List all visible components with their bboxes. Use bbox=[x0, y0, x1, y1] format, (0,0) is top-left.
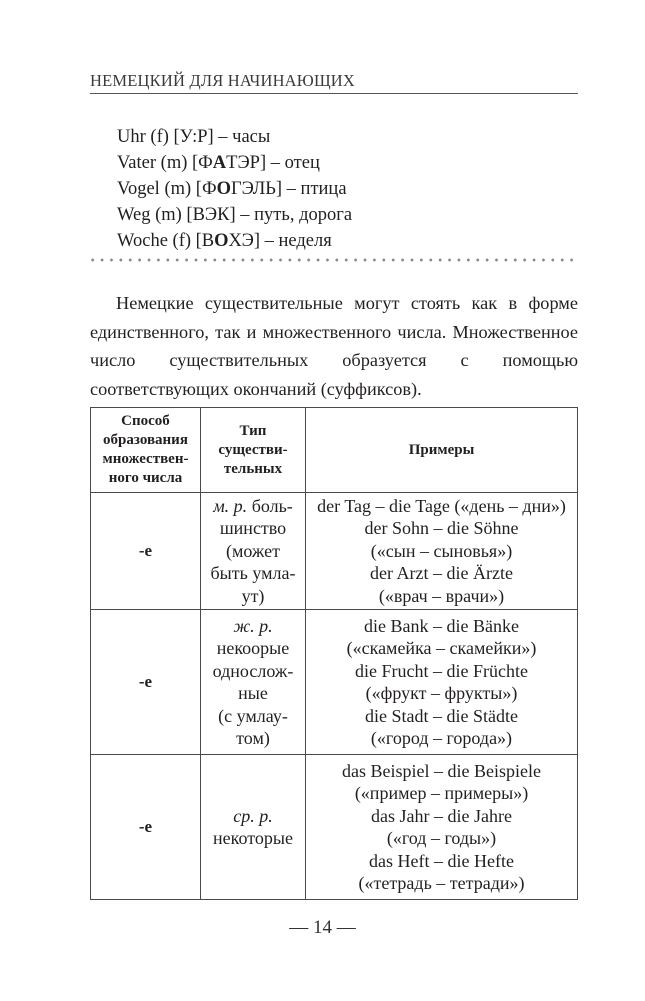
vocab-translation: – часы bbox=[218, 127, 271, 147]
vocab-pronunciation: [В bbox=[195, 231, 215, 251]
suffix-cell: -e bbox=[91, 755, 201, 900]
example-line: die Frucht – die Früchte bbox=[355, 660, 528, 681]
page-number: — 14 — bbox=[289, 917, 356, 938]
example-line: («год – годы») bbox=[386, 828, 497, 848]
vocab-pronunciation-end: ] bbox=[207, 127, 214, 147]
suffix-cell: -e bbox=[91, 493, 201, 610]
vocab-word: Woche bbox=[117, 231, 168, 251]
vocab-stress: О bbox=[214, 231, 229, 251]
example-line: der Tag – die Tage («день – дни») bbox=[317, 495, 566, 516]
example-line: die Bank – die Bänke bbox=[364, 615, 519, 636]
header-rule bbox=[90, 93, 578, 94]
vocab-entry bbox=[117, 228, 352, 254]
noun-type-cell: м. р. боль- шинство (может быть умла- ут) bbox=[201, 493, 306, 610]
vocab-pronunciation-end: ТЭР] bbox=[226, 153, 267, 173]
vocab-pronunciation: [ВЭК bbox=[186, 205, 230, 225]
noun-type-cell bbox=[201, 755, 306, 900]
vocab-translation: – птица bbox=[286, 179, 347, 199]
gender-abbrev: ср. р. bbox=[233, 805, 273, 826]
example-line: («пример – примеры») bbox=[354, 783, 529, 803]
example-line: («город – города») bbox=[370, 728, 513, 748]
gender-abbrev: м. р. bbox=[213, 495, 248, 516]
vocab-gender: (f) bbox=[150, 127, 169, 147]
vocab-pronunciation: [Ф bbox=[195, 179, 217, 199]
vocab-pronunciation-end: ХЭ] bbox=[228, 231, 261, 251]
vocab-translation: – неделя bbox=[264, 231, 332, 251]
table-row bbox=[91, 493, 578, 610]
table-header-row bbox=[91, 408, 578, 493]
example-line: («скамейка – скамейки») bbox=[346, 638, 537, 658]
examples-cell bbox=[306, 610, 578, 755]
vocab-stress: А bbox=[212, 153, 227, 173]
example-line: («врач – врачи») bbox=[378, 585, 505, 606]
noun-type-text: некоторые bbox=[213, 828, 293, 848]
table-row bbox=[91, 755, 578, 900]
vocab-entry bbox=[117, 150, 352, 176]
vocab-gender: (m) bbox=[160, 153, 188, 173]
examples-cell bbox=[306, 755, 578, 900]
dotted-separator bbox=[88, 258, 578, 262]
header-type: Тип существи- тельных bbox=[201, 408, 306, 493]
table-row bbox=[91, 610, 578, 755]
example-line: («тетрадь – тетради») bbox=[358, 873, 525, 893]
body-paragraph: Немецкие существительные могут стоять как в форме единственного, так и множественного числа. Множественное число существительных образуется с помощью соответствующих окончаний (суффиксов). bbox=[90, 293, 578, 399]
example-line: das Jahr – die Jahre bbox=[371, 805, 512, 826]
vocab-word: Vater bbox=[117, 153, 157, 173]
vocab-gender: (m) bbox=[164, 179, 192, 199]
vocab-pronunciation-end: ГЭЛЬ] bbox=[230, 179, 283, 199]
vocab-entry bbox=[117, 176, 352, 202]
example-line: («сын – сыновья») bbox=[370, 540, 513, 561]
vocab-pronunciation: [У:Р bbox=[173, 127, 208, 147]
vocab-pronunciation: [Ф bbox=[192, 153, 213, 173]
examples-cell bbox=[306, 493, 578, 610]
example-line: das Beispiel – die Beispiele bbox=[342, 760, 541, 781]
vocab-word: Uhr bbox=[117, 127, 146, 147]
example-line: der Sohn – die Söhne bbox=[364, 518, 519, 539]
example-line: das Heft – die Hefte bbox=[369, 850, 514, 871]
vocab-pronunciation-end: ] bbox=[229, 205, 236, 225]
running-head-title: НЕМЕЦКИЙ ДЛЯ НАЧИНАЮЩИХ bbox=[90, 71, 356, 90]
vocab-word: Vogel bbox=[117, 179, 160, 199]
plural-formation-table bbox=[90, 407, 578, 900]
header-method: Способ образования множествен- ного числа bbox=[91, 408, 201, 493]
example-line: der Arzt – die Ärzte bbox=[370, 563, 513, 584]
vocab-entry bbox=[117, 124, 352, 150]
vocab-stress: О bbox=[216, 179, 231, 199]
vocabulary-list bbox=[117, 124, 352, 254]
suffix-cell: -e bbox=[91, 610, 201, 755]
noun-type-cell: ж. р. некоорые однослож- ные (с умлау- том) bbox=[201, 610, 306, 755]
example-line: die Stadt – die Städte bbox=[365, 705, 518, 726]
vocab-entry bbox=[117, 202, 352, 228]
gender-abbrev: ж. р. bbox=[233, 615, 273, 636]
example-line: («фрукт – фрукты») bbox=[365, 683, 518, 703]
vocab-translation: – отец bbox=[270, 153, 320, 173]
header-examples: Примеры bbox=[306, 408, 578, 493]
vocab-translation: – путь, дорога bbox=[240, 205, 353, 225]
vocab-word: Weg bbox=[117, 205, 151, 225]
vocab-gender: (m) bbox=[155, 205, 182, 225]
vocab-gender: (f) bbox=[172, 231, 192, 251]
